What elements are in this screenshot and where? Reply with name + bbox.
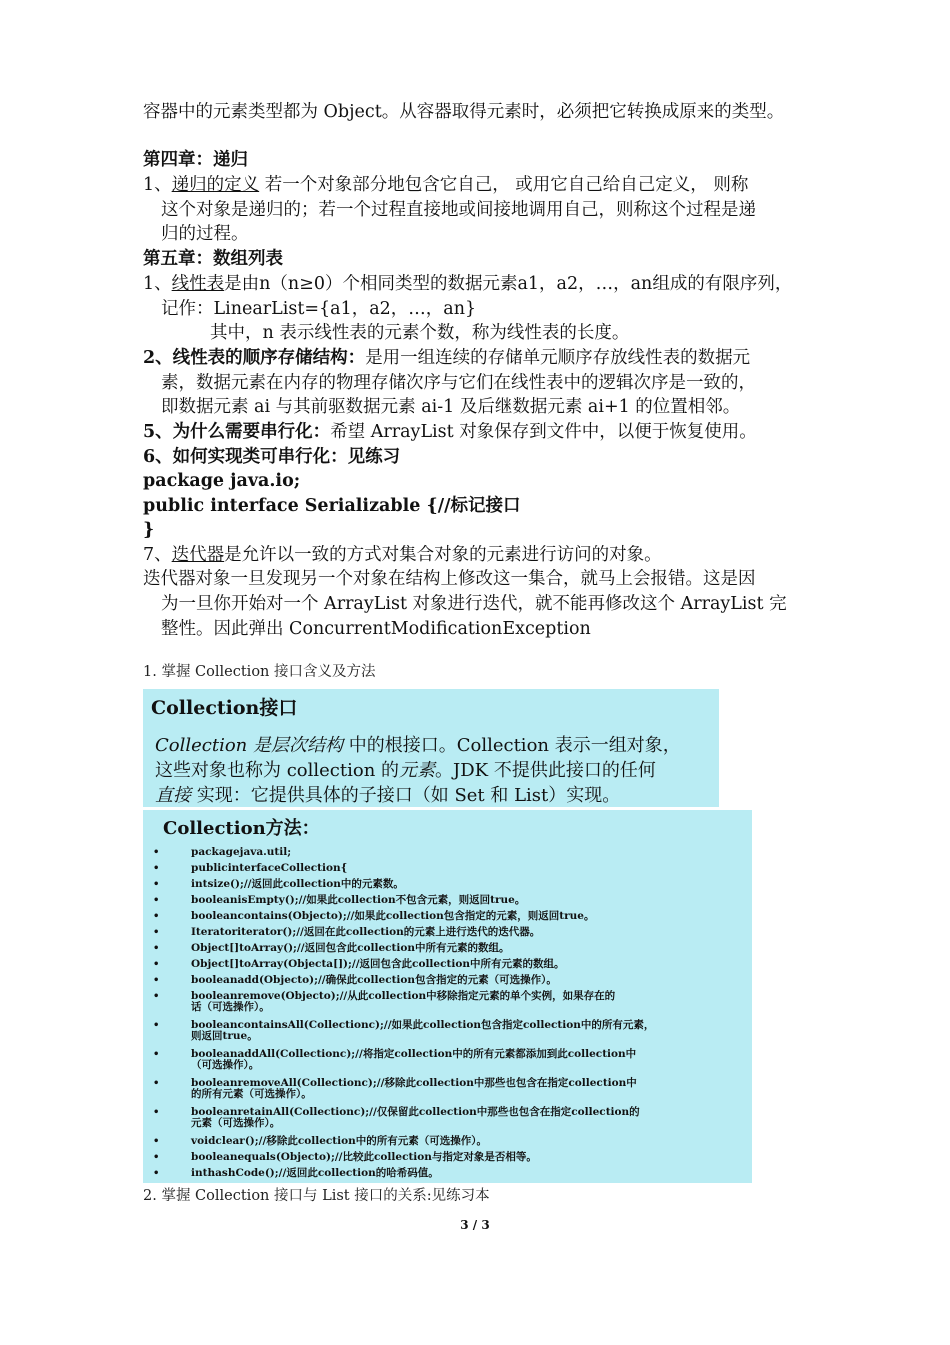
code-line: }: [143, 520, 155, 540]
method-text: booleanaddAll(Collectionc);//将指定collection中的所有元素都添加到此collection中: [191, 1048, 637, 1060]
method-text: 则返回true。: [191, 1030, 258, 1042]
paragraph-line: 5、为什么需要串行化：希望 ArrayList 对象保存到文件中，以便于恢复使用。: [143, 422, 757, 442]
collection-methods-slide: [143, 810, 752, 1183]
method-text: inthashCode();//返回此collection的哈希码值。: [191, 1167, 439, 1179]
slide-title: Collection方法：: [163, 818, 320, 839]
method-text: booleancontainsAll(Collectionc);//如果此collection包含指定collection中的所有元素，: [191, 1019, 655, 1031]
method-text: booleanequals(Objecto);//比较此collection与指定对象是否相等。: [191, 1151, 537, 1163]
slide-line: 这些对象也称为 collection 的元素。JDK 不提供此接口的任何: [155, 760, 656, 781]
method-text: intsize();//返回此collection中的元素数。: [191, 878, 404, 890]
method-text: 的所有元素（可选操作）。: [191, 1088, 312, 1100]
method-text: 话（可选操作）。: [191, 1001, 270, 1013]
code-line: package java.io;: [143, 471, 301, 491]
bullet: •: [153, 911, 160, 922]
bullet: •: [153, 1152, 160, 1163]
paragraph-line: 记作：LinearList={a1，a2，…，an}: [161, 299, 477, 319]
method-text: Iteratoriterator();//返回在此collection的元素上进行迭代的迭代器。: [191, 926, 541, 938]
bullet: •: [153, 863, 160, 874]
method-text: publicinterfaceCollection{: [191, 862, 348, 874]
method-text: 元素（可选操作）。: [191, 1117, 281, 1129]
method-text: booleanretainAll(Collectionc);//仅保留此collection中那些也包含在指定collection的: [191, 1106, 640, 1118]
method-text: booleancontains(Objecto);//如果此collection包含指定的元素，则返回true。: [191, 910, 595, 922]
method-text: booleanremoveAll(Collectionc);//移除此collection中那些也包含在指定collection中: [191, 1077, 637, 1089]
page-number: 3 / 3: [460, 1218, 490, 1232]
bullet: •: [153, 895, 160, 906]
paragraph-line: 6、如何实现类可串行化：见练习: [143, 447, 401, 467]
bullet: •: [153, 991, 160, 1002]
paragraph-line: 这个对象是递归的；若一个过程直接地或间接地调用自己，则称这个过程是递: [161, 200, 756, 220]
paragraph-line: 即数据元素 ai 与其前驱数据元素 ai-1 及后继数据元素 ai+1 的位置相邻。: [161, 397, 741, 417]
slide-line: Collection 是层次结构 中的根接口。Collection 表示一组对象，: [155, 735, 681, 756]
paragraph-line: 1、递归的定义 若一个对象部分地包含它自己， 或用它自己给自己定义， 则称: [143, 175, 749, 195]
bullet: •: [153, 927, 160, 938]
paragraph-line: 归的过程。: [161, 224, 249, 244]
list-item: 1. 掌握 Collection 接口含义及方法: [143, 664, 376, 680]
method-text: Object[]toArray();//返回包含此collection中所有元素的数组。: [191, 942, 510, 954]
bullet: •: [153, 959, 160, 970]
bullet: •: [153, 1020, 160, 1031]
term-underlined: 递归的定义: [171, 175, 260, 195]
paragraph-line: 其中，n 表示线性表的元素个数，称为线性表的长度。: [210, 323, 630, 343]
method-text: packagejava.util;: [191, 846, 292, 858]
bullet: •: [153, 1136, 160, 1147]
chapter-heading: 第四章：递归: [143, 150, 248, 170]
method-text: （可选操作）。: [191, 1059, 260, 1071]
bullet: •: [153, 943, 160, 954]
paragraph-line: 为一旦你开始对一个 ArrayList 对象进行迭代，就不能再修改这个 ArrayList 完: [161, 594, 787, 614]
slide-title: Collection接口: [151, 697, 298, 719]
paragraph-line: 2、线性表的顺序存储结构：是用一组连续的存储单元顺序存放线性表的数据元: [143, 348, 751, 368]
paragraph-line: 素，数据元素在内存的物理存储次序与它们在线性表中的逻辑次序是一致的，: [161, 373, 756, 393]
paragraph-line: 整性。因此弹出 ConcurrentModificationException: [161, 619, 591, 639]
method-text: booleanisEmpty();//如果此collection不包含元素，则返回true。: [191, 894, 526, 906]
slide-line: 直接 实现：它提供具体的子接口（如 Set 和 List）实现。: [155, 785, 621, 806]
paragraph-line: 7、迭代器是允许以一致的方式对集合对象的元素进行访问的对象。: [143, 545, 662, 565]
paragraph-line: 迭代器对象一旦发现另一个对象在结构上修改这一集合，就马上会报错。这是因: [143, 569, 756, 589]
list-item: 2. 掌握 Collection 接口与 List 接口的关系:见练习本: [143, 1188, 490, 1204]
method-text: voidclear();//移除此collection中的所有元素（可选操作）。: [191, 1135, 487, 1147]
bullet: •: [153, 847, 160, 858]
term-underlined: 迭代器: [171, 545, 225, 565]
bullet: •: [153, 1107, 160, 1118]
bullet: •: [153, 1078, 160, 1089]
method-text: booleanremove(Objecto);//从此collection中移除指定元素的单个实例，如果存在的: [191, 990, 616, 1002]
bullet: •: [153, 1168, 160, 1179]
term-underlined: 线性表: [171, 274, 225, 294]
paragraph-line: 1、线性表是由n（n≥0）个相同类型的数据元素a1，a2，…，an组成的有限序列，: [143, 274, 793, 294]
chapter-heading: 第五章：数组列表: [143, 249, 283, 269]
collection-interface-slide: [143, 689, 719, 807]
paragraph-line: 容器中的元素类型都为 Object。从容器取得元素时，必须把它转换成原来的类型。: [143, 102, 785, 122]
bullet: •: [153, 879, 160, 890]
bullet: •: [153, 1049, 160, 1060]
method-text: Object[]toArray(Objecta[]);//返回包含此collection中所有元素的数组。: [191, 958, 565, 970]
bullet: •: [153, 975, 160, 986]
code-line: public interface Serializable {//标记接口: [143, 496, 521, 516]
method-text: booleanadd(Objecto);//确保此collection包含指定的元素（可选操作）。: [191, 974, 557, 986]
